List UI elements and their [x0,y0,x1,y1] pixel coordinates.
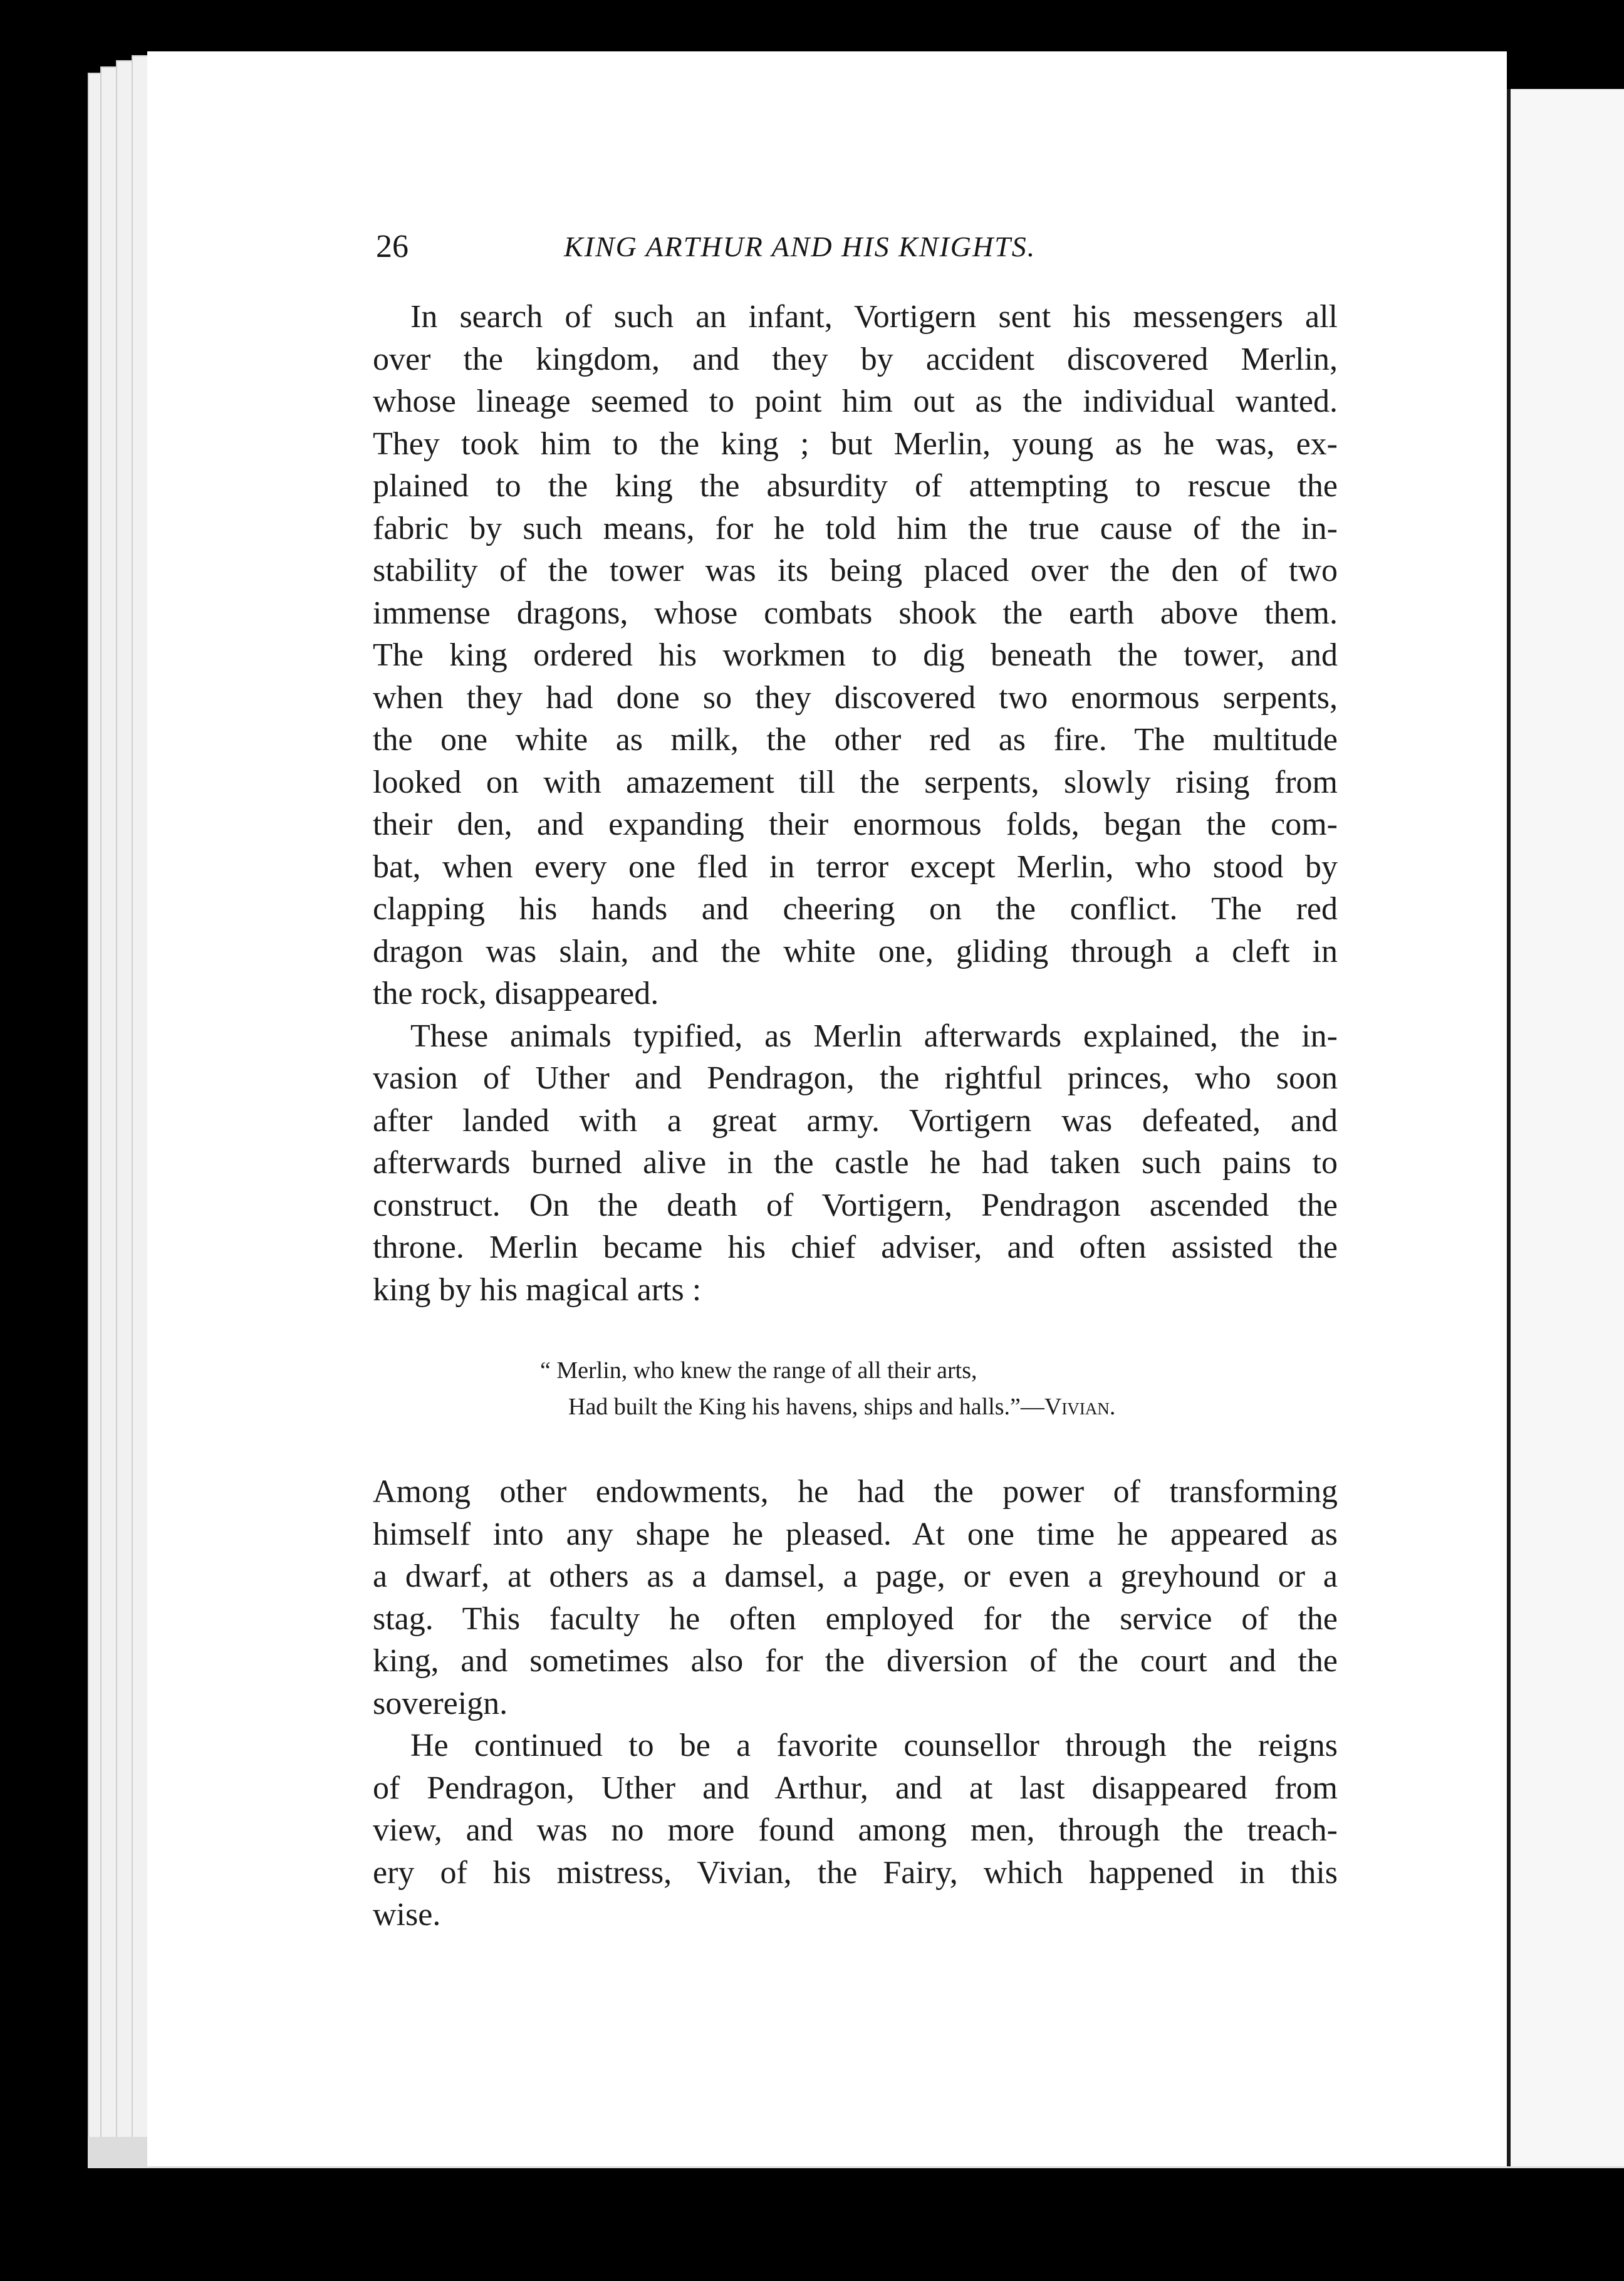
text-line: a dwarf, at others as a damsel, a page, or even a greyhound or a [373,1558,1338,1594]
text-line: the one white as milk, the other red as fire. The multitude [373,722,1338,758]
text-line: view, and was no more found among men, through the treach- [373,1812,1338,1848]
text-line: over the kingdom, and they by accident discovered Merlin, [373,341,1338,377]
text-line: wise. [373,1897,441,1933]
verse-quote [540,1352,1317,1425]
text-line: fabric by such means, for he told him the true cause of the in- [373,510,1338,546]
text-line: their den, and expanding their enormous folds, began the com- [373,806,1338,842]
text-line: ery of his mistress, Vivian, the Fairy, which happened in this [373,1854,1338,1891]
text-line: sovereign. [373,1685,508,1721]
body-text-continued [373,1471,1338,1936]
text-line: Among other endowments, he had the power of transforming [373,1474,1338,1510]
body-text [373,296,1338,1311]
running-title: KING ARTHUR AND HIS KNIGHTS. [564,231,1036,263]
text-line: after landed with a great army. Vortigern was defeated, and [373,1102,1338,1139]
text-line: afterwards burned alive in the castle he had taken such pains to [373,1145,1338,1181]
facing-page [1507,89,1624,2166]
text-line: looked on with amazement till the serpents, slowly rising from [373,764,1338,800]
text-line: bat, when every one fled in terror except Merlin, who stood by [373,848,1338,885]
text-line: construct. On the death of Vortigern, Pendragon ascended the [373,1187,1338,1223]
text-line: dragon was slain, and the white one, gliding through a cleft in [373,933,1338,969]
running-head [376,222,1441,272]
paragraph [373,296,1338,1015]
quote-line: “ Merlin, who knew the range of all their arts, [540,1357,977,1384]
text-line: plained to the king the absurdity of attempting to rescue the [373,468,1338,504]
text-line: He continued to be a favorite counsellor through the reigns [410,1728,1338,1763]
text-line: stability of the tower was its being placed over the den of two [373,553,1338,588]
text-line: vasion of Uther and Pendragon, the rightful princes, who soon [373,1060,1338,1096]
text-line: the rock, disappeared. [373,976,659,1011]
text-line: of Pendragon, Uther and Arthur, and at last disappeared from [373,1770,1338,1806]
paragraph [373,1015,1338,1312]
page-number: 26 [376,229,409,264]
text-line: These animals typified, as Merlin afterwards explained, the in- [410,1018,1338,1054]
text-line: immense dragons, whose combats shook the earth above them. [373,595,1338,631]
paragraph [373,1725,1338,1936]
text-line: They took him to the king ; but Merlin, young as he was, ex- [373,425,1338,462]
text-line: king, and sometimes also for the diversion of the court and the [373,1643,1338,1679]
paragraph [373,1471,1338,1725]
quote-text: Had built the King his havens, ships and halls.” [568,1394,1021,1420]
text-line: In search of such an infant, Vortigern sent his messengers all [410,299,1338,335]
quote-line [540,1389,1317,1425]
text-line: clapping his hands and cheering on the conflict. The red [373,891,1338,927]
text-line: himself into any shape he pleased. At one time he appeared as [373,1516,1338,1552]
text-line: whose lineage seemed to point him out as the individual wanted. [373,384,1338,419]
quote-attribution: —Vivian. [1020,1394,1116,1420]
text-line: throne. Merlin became his chief adviser, and often assisted the [373,1229,1338,1265]
text-line: king by his magical arts : [373,1271,702,1308]
text-line: The king ordered his workmen to dig beneath the tower, and [373,637,1338,673]
text-line: stag. This faculty he often employed for the service of the [373,1600,1338,1637]
text-line: when they had done so they discovered two enormous serpents, [373,679,1338,716]
